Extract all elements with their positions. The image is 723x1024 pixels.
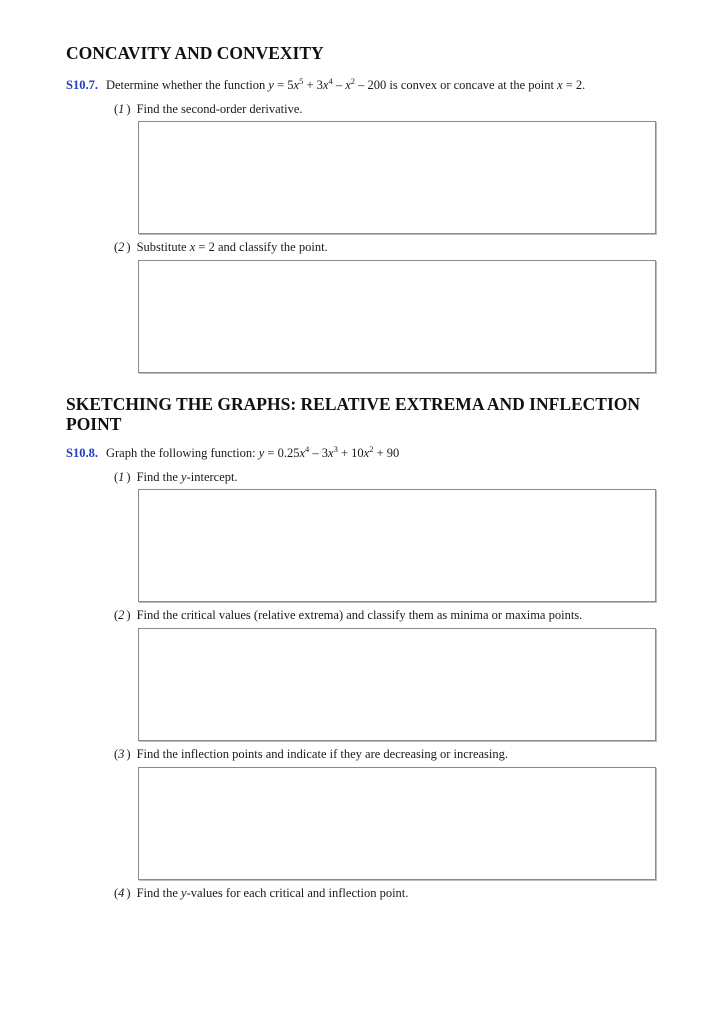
problem-text: + 3 (303, 78, 323, 92)
problem-id: S10.7. (66, 78, 98, 92)
math-var: x (557, 78, 563, 92)
answer-box-s10-7-1[interactable] (138, 121, 656, 234)
section-title-concavity: CONCAVITY AND CONVEXITY (66, 43, 324, 63)
problem-text: – 200 is convex or concave at the point (355, 78, 558, 92)
section-title-sketching: SKETCHING THE GRAPHS: RELATIVE EXTREMA AND INFLECTION POINT (66, 394, 641, 434)
math-var: y (181, 470, 187, 484)
problem-text: – 3 (309, 446, 329, 460)
step-number: 2 (118, 240, 125, 254)
step-text: = 2 and classify the point. (195, 240, 328, 254)
math-exponent: 3 (333, 443, 338, 454)
problem-text: – (332, 78, 346, 92)
math-var: y (268, 78, 274, 92)
step-text: Find the inflection points and indicate if they are decreasing or increasing. (136, 747, 508, 761)
math-exponent: 4 (328, 75, 333, 86)
math-var: y (258, 446, 265, 460)
math-var: x (293, 78, 300, 92)
step-text: Find the (136, 470, 182, 484)
math-exponent: 2 (369, 443, 374, 454)
step-s10-8-1: (1 ) Find the y-intercept. (114, 470, 238, 484)
step-number: 1 (118, 470, 125, 484)
step-text: -intercept. (186, 470, 238, 484)
problem-text: Graph the following function: (105, 446, 259, 460)
step-text: Find the second-order derivative. (136, 102, 303, 116)
step-s10-8-2: (2 ) Find the critical values (relative extrema) and classify them as minima or maxima points. (114, 608, 583, 622)
step-text: Find the (136, 886, 182, 900)
step-number: 2 (118, 608, 125, 622)
answer-box-s10-8-2[interactable] (138, 628, 656, 741)
math-var: x (363, 446, 370, 460)
step-s10-7-2: (2 ) Substitute x = 2 and classify the point. (114, 240, 328, 254)
math-var: x (328, 446, 334, 460)
step-number: 1 (118, 102, 125, 116)
problem-id: S10.8. (66, 446, 98, 460)
step-s10-8-4: (4 ) Find the y-values for each critical and inflection point. (114, 886, 409, 900)
math-var: x (345, 78, 351, 92)
step-number: 3 (118, 747, 125, 761)
step-text: Find the critical values (relative extrema) and classify them as minima or maxima points. (136, 608, 583, 622)
math-exponent: 2 (350, 75, 356, 86)
answer-box-s10-8-3[interactable] (138, 767, 656, 880)
problem-text: + 90 (373, 446, 400, 460)
math-exponent: 4 (305, 443, 310, 454)
problem-s10-8 (66, 445, 399, 461)
problem-text: = 5 (273, 78, 294, 92)
problem-text: Determine whether the function (105, 78, 269, 92)
step-text: -values for each critical and inflection point. (186, 886, 409, 900)
step-text: Substitute (136, 240, 190, 254)
problem-text: + 10 (337, 446, 364, 460)
math-var: x (322, 78, 329, 92)
math-var: y (181, 886, 187, 900)
math-exponent: 5 (299, 75, 304, 86)
math-var: x (189, 240, 196, 254)
problem-text: = 0.25 (264, 446, 300, 460)
problem-s10-7 (66, 77, 585, 93)
math-var: x (299, 446, 306, 460)
answer-box-s10-7-2[interactable] (138, 260, 656, 373)
step-s10-7-1: (1 ) Find the second-order derivative. (114, 102, 303, 116)
step-s10-8-3: (3 ) Find the inflection points and indicate if they are decreasing or increasing. (114, 747, 508, 761)
answer-box-s10-8-1[interactable] (138, 489, 656, 602)
step-number: 4 (118, 886, 125, 900)
problem-text: = 2. (562, 78, 586, 92)
